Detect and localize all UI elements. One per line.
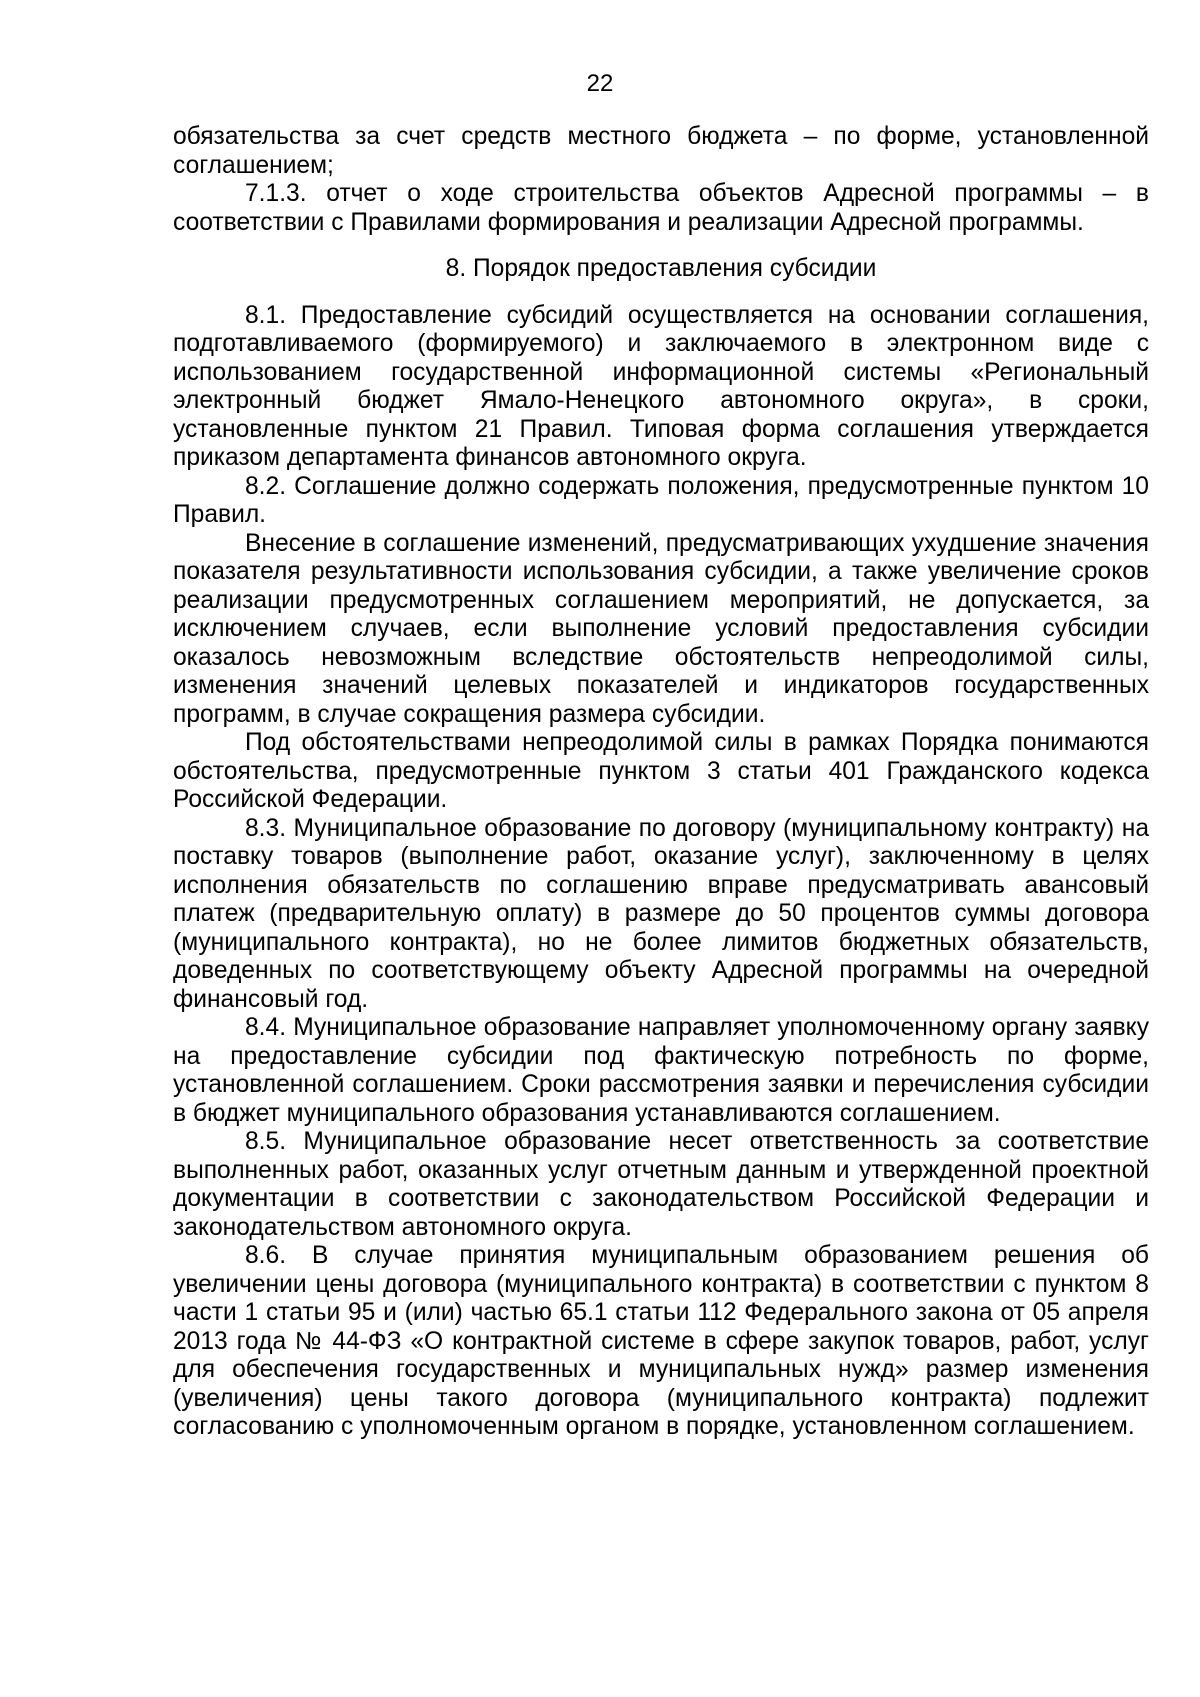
- paragraph-7-1-3: 7.1.3. отчет о ходе строительства объектов Адресной программы – в соответствии с Правилами формирования и реализации Адресной программы.: [173, 180, 1149, 236]
- paragraph-8-5: 8.5. Муниципальное образование несет ответственность за соответствие выполненных работ, оказанных услуг отчетным данным и утвержденной проектной документации в соответствии с законодательством Российской Федерации и законодательством автономного округа.: [173, 1128, 1149, 1241]
- paragraph-8-6: 8.6. В случае принятия муниципальным образованием решения об увеличении цены договора (муниципального контракта) в соответствии с пунктом 8 части 1 статьи 95 и (или) частью 65.1 статьи 112 Федерального закона от 05 апреля 2013 года № 44-ФЗ «О контрактной системе в сфере закупок товаров, работ, услуг для обеспечения государственных и муниципальных нужд» размер изменения (увеличения) цены такого договора (муниципального контракта) подлежит согласованию с уполномоченным органом в порядке, установленном соглашением.: [173, 1242, 1149, 1440]
- paragraph-continuation: обязательства за счет средств местного бюджета – по форме, установленной соглашением;: [173, 123, 1149, 179]
- paragraph-8-2-force-majeure: Под обстоятельствами непреодолимой силы в рамках Порядка понимаются обстоятельства, предусмотренные пунктом 3 статьи 401 Гражданского кодекса Российской Федерации.: [173, 729, 1149, 813]
- paragraph-8-3: 8.3. Муниципальное образование по договору (муниципальному контракту) на поставку товаров (выполнение работ, оказание услуг), заключенному в целях исполнения обязательств по соглашению вправе предусматривать авансовый платеж (предварительную оплату) в размере до 50 процентов суммы договора (муниципального контракта), но не более лимитов бюджетных обязательств, доведенных по соответствующему объекту Адресной программы на очередной финансовый год.: [173, 814, 1149, 1013]
- section-heading-8: 8. Порядок предоставления субсидии: [445, 255, 877, 282]
- document-body: [173, 123, 1149, 1442]
- paragraph-8-4: 8.4. Муниципальное образование направляет уполномоченному органу заявку на предоставление субсидии под фактическую потребность по форме, установленной соглашением. Сроки рассмотрения заявки и перечисления субсидии в бюджет муниципального образования устанавливаются соглашением.: [173, 1014, 1149, 1127]
- paragraph-8-2-amendments: Внесение в соглашение изменений, предусматривающих ухудшение значения показателя результативности использования субсидии, а также увеличение сроков реализации предусмотренных соглашением мероприятий, не допускается, за исключением случаев, если выполнение условий предоставления субсидии оказалось невозможным вследствие обстоятельств непреодолимой силы, изменения значений целевых показателей и индикаторов государственных программ, в случае сокращения размера субсидии.: [173, 529, 1149, 728]
- paragraph-8-1: 8.1. Предоставление субсидий осуществляется на основании соглашения, подготавливаемого (формируемого) и заключаемого в электронном виде с использованием государственной информационной системы «Региональный электронный бюджет Ямало-Ненецкого автономного округа», в сроки, установленные пунктом 21 Правил. Типовая форма соглашения утверждается приказом департамента финансов автономного округа.: [173, 301, 1149, 471]
- page-number: 22: [586, 70, 614, 97]
- paragraph-8-2: 8.2. Соглашение должно содержать положения, предусмотренные пунктом 10 Правил.: [173, 472, 1149, 528]
